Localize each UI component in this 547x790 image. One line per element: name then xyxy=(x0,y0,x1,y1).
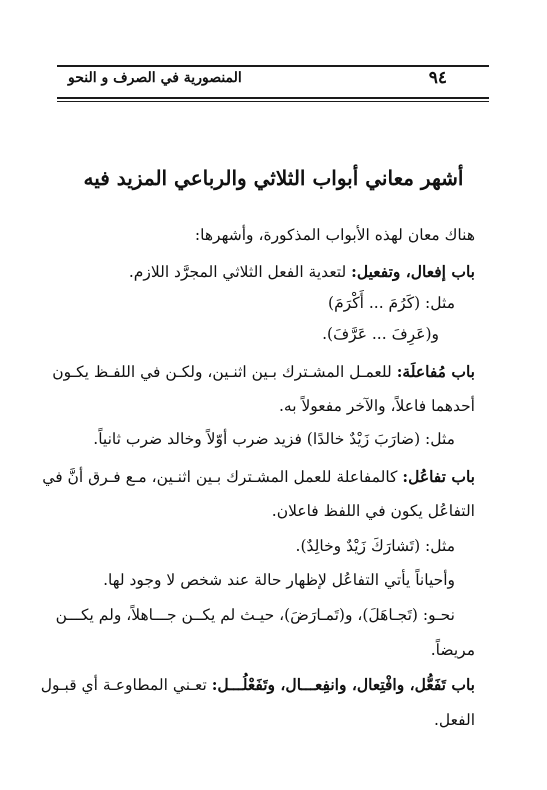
header-top-rule xyxy=(57,65,489,67)
mufaala-continuation: أحدهما فاعلاً، والآخر مفعولاً به. xyxy=(278,397,475,415)
if-al-line xyxy=(70,262,475,281)
mutawaa-continuation: الفعل. xyxy=(433,711,475,729)
tafaaul-example-2: نحـو: (تَجـاهَلَ)، و(تَمـارَضَ)، حيـث لم يكــن جـــاهلاً، ولم يكـــن xyxy=(55,606,455,624)
tafaaul-heading: باب تفاعُل: xyxy=(402,467,475,486)
mufaala-line xyxy=(52,362,475,381)
running-title: المنصورية في الصرف و النحو xyxy=(68,70,242,86)
header-bottom-rule xyxy=(57,97,489,99)
tafaaul-example: مثل: (تَشارَكَ زَيْدٌ وخالِدٌ). xyxy=(295,537,455,555)
mutawaa-line xyxy=(40,675,475,694)
mufaala-heading: باب مُفاعلَة: xyxy=(396,362,475,381)
if-al-heading: باب إفعال، وتفعيل: xyxy=(351,262,475,281)
if-al-text: لتعدية الفعل الثلاثي المجرَّد اللازم. xyxy=(128,263,352,281)
chapter-title: أشهر معاني أبواب الثلاثي والرباعي المزيد فيه xyxy=(83,166,464,190)
header-bottom-thin-rule xyxy=(57,101,489,102)
tafaaul-text: كالمفاعلة للعمل المشـترك بـين اثنـين، مـع فـرق أنَّ في xyxy=(42,468,403,486)
tafaaul-line xyxy=(42,467,475,486)
tafaaul-example-2-continuation: مريضاً. xyxy=(430,641,475,659)
mufaala-example: مثل: (ضارَبَ زَيْدٌ خالدًا) فزيد ضرب أوّلاً وخالد ضرب ثانياً. xyxy=(93,430,455,448)
tafaaul-continuation: التفاعُل يكون في اللفظ فاعلان. xyxy=(271,502,475,520)
mutawaa-heading: باب تَفَعُّل، وافْتِعال، وانفِعـــال، وتَفَعْلُـــل: xyxy=(211,675,475,694)
if-al-example-2: و(عَرِفَ ... عَرَّفَ). xyxy=(322,325,439,343)
tafaaul-note: وأحياناً يأتي التفاعُل لإظهار حالة عند شخص لا وجود لها. xyxy=(103,571,455,589)
mufaala-text: للعمـل المشـترك بـين اثنـين، ولكـن في اللفـظ يكـون xyxy=(52,363,397,381)
mutawaa-text: تعـني المطاوعـة أي قبـول xyxy=(40,676,212,694)
page-number: ٩٤ xyxy=(428,68,447,88)
intro-line: هناك معان لهذه الأبواب المذكورة، وأشهرها: xyxy=(194,226,475,244)
if-al-example-1: مثل: (كَرُمَ ... أَكْرَمَ) xyxy=(328,294,455,312)
